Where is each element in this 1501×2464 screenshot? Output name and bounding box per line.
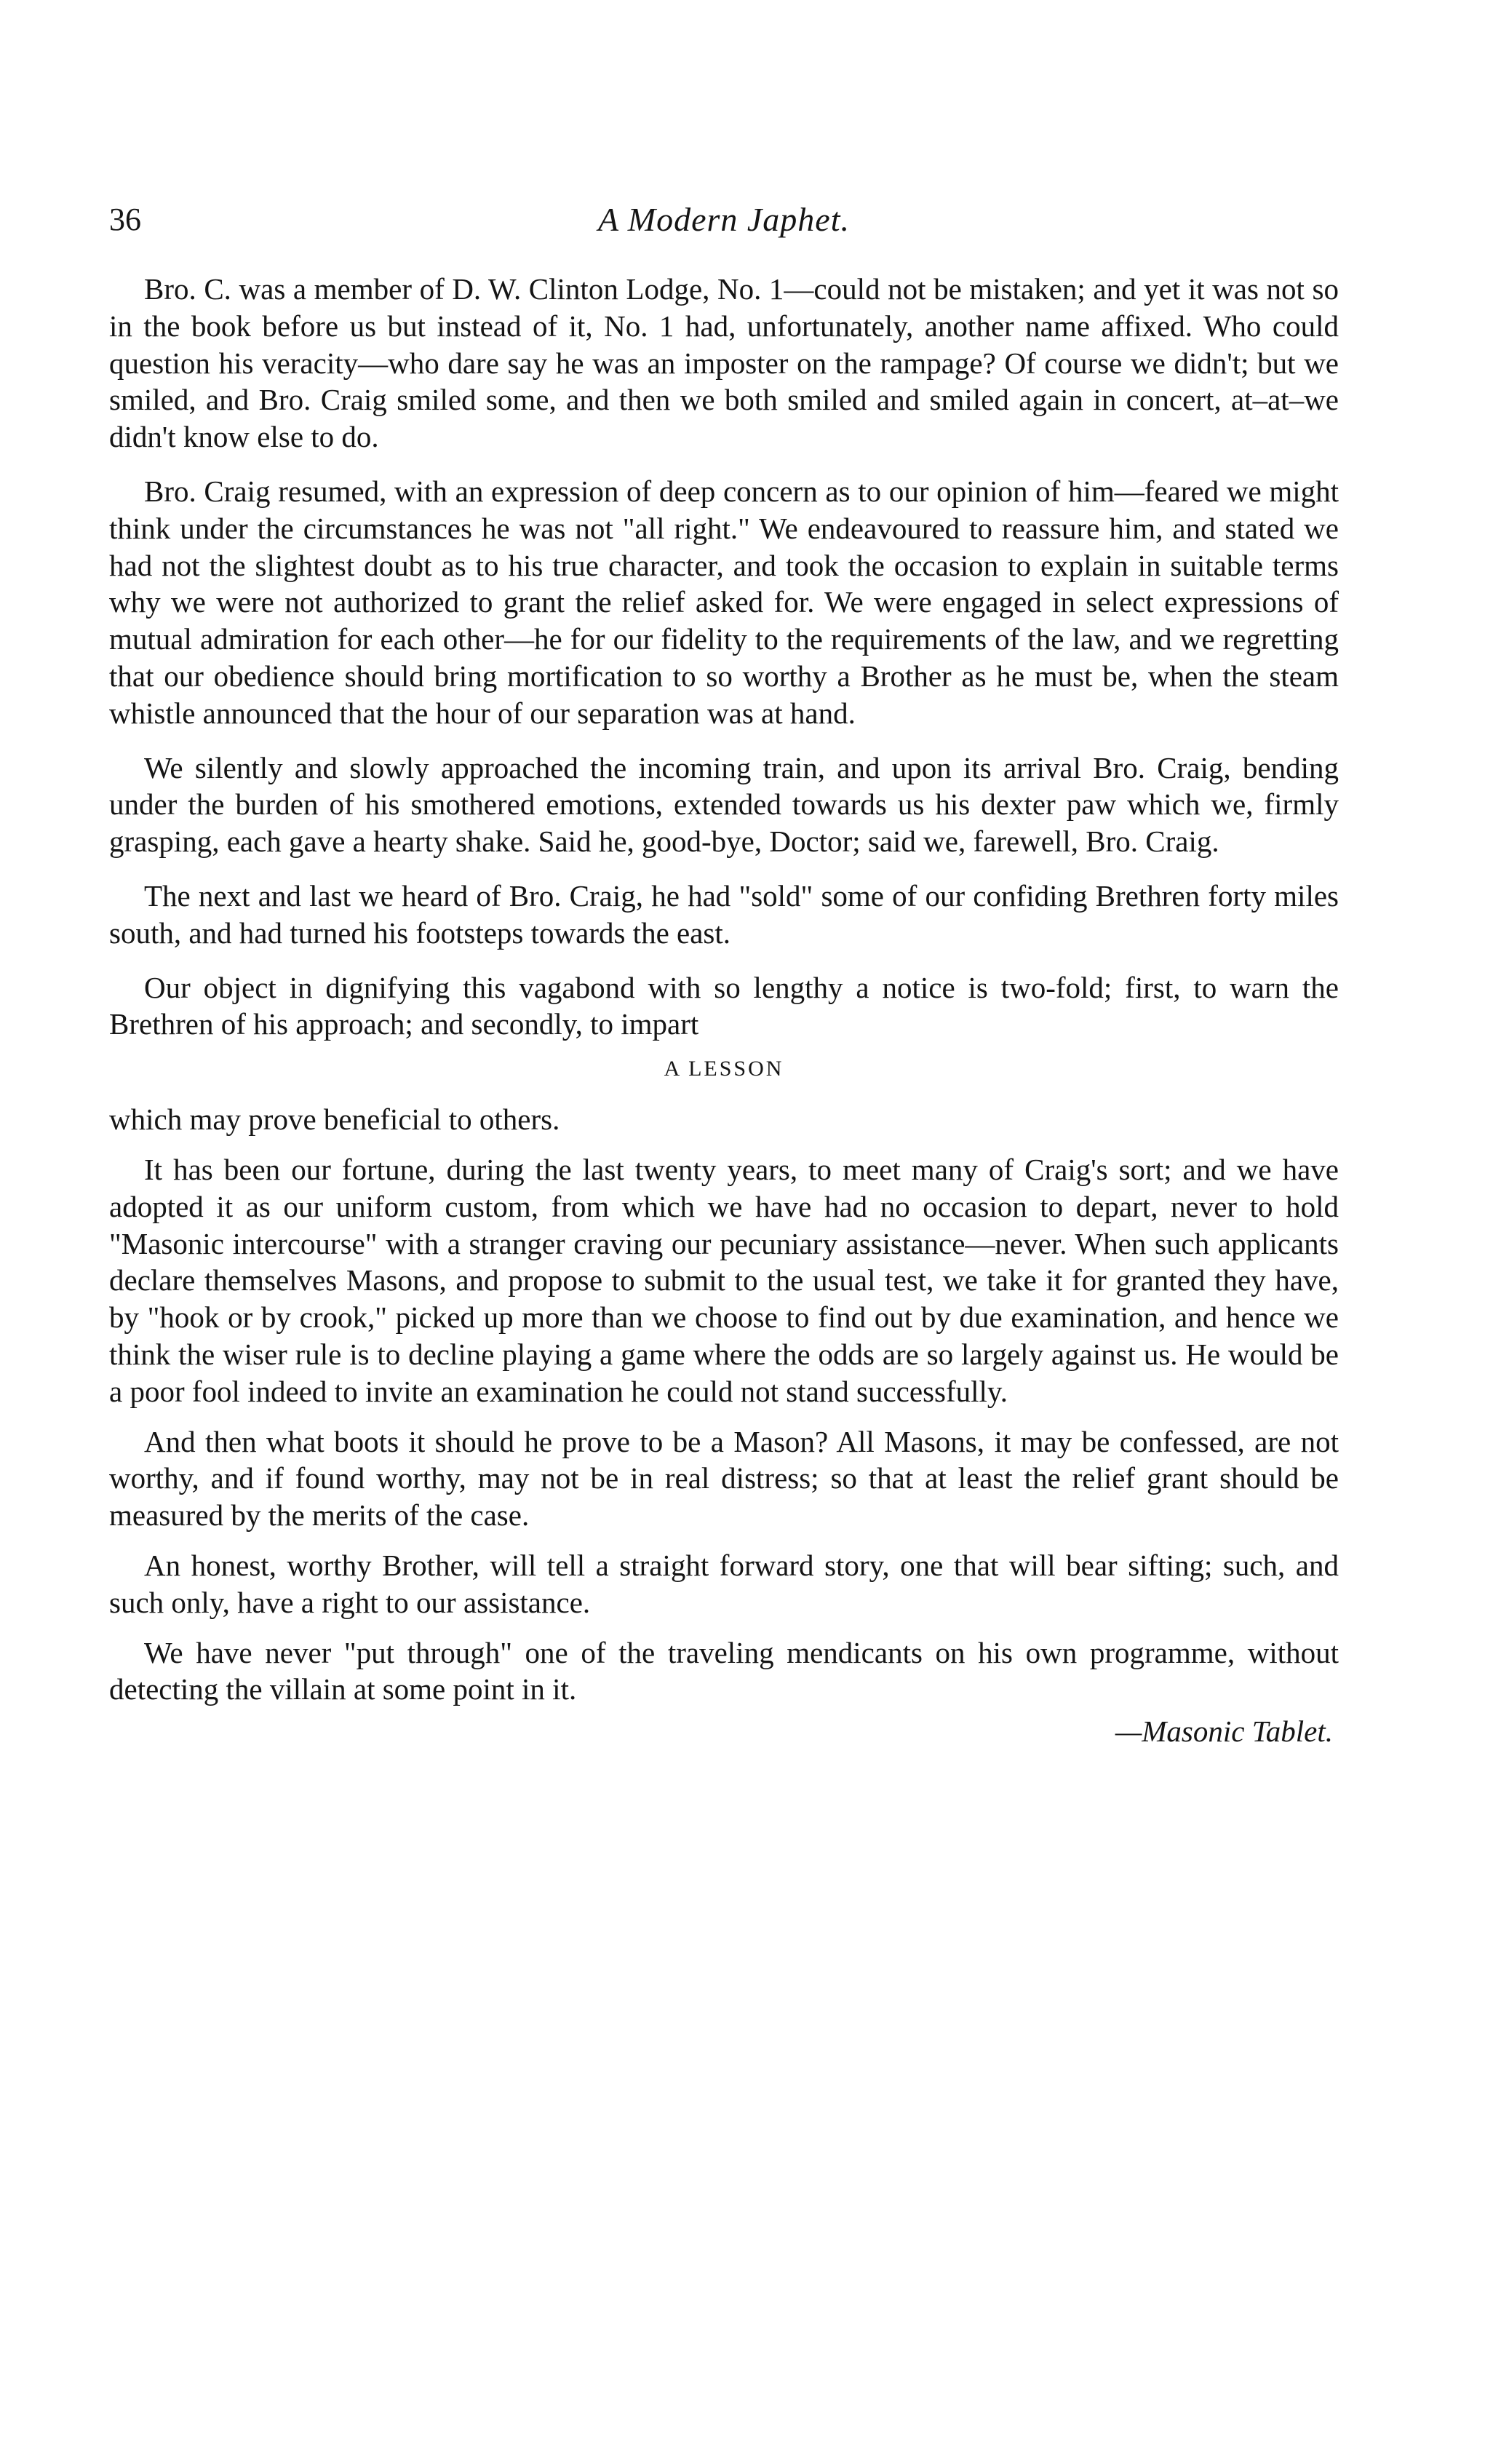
signature: —Masonic Tablet. [1115, 1714, 1333, 1749]
paragraph: The next and last we heard of Bro. Craig, he had "sold" some of our confiding Brethren forty miles south, and had turned his footsteps towards the east. [109, 878, 1339, 950]
paragraph: We have never "put through" one of the traveling mendicants on his own programme, without detecting the villain at some point in it. [109, 1635, 1339, 1706]
paragraph: Our object in dignifying this vagabond with so lengthy a notice is two-fold; first, to warn the Brethren of his approach; and secondly, to impart [109, 970, 1339, 1041]
page-body [109, 271, 1339, 1750]
paragraph: We silently and slowly approached the incoming train, and upon its arrival Bro. Craig, bending under the burden of his smothered emotions, extended towards us his dexter paw which we, firmly grasping, each gave a hearty shake. Said he, good-bye, Doctor; said we, farewell, Bro. Craig. [109, 750, 1339, 859]
page-number: 36 [109, 202, 141, 237]
running-title: A Modern Japhet. [597, 201, 851, 238]
paragraph: It has been our fortune, during the last twenty years, to meet many of Craig's sort; and we have adopted it as our uniform custom, from which we have had no occasion to depart, never to hold "Masonic intercourse" with a stranger craving our pecuniary assistance—never. When such applicants declare themselves Masons, and propose to submit to the usual test, we take it for granted they have, by "hook or by crook," picked up more than we choose to find out by due examination, and hence we think the wiser rule is to decline playing a game where the odds are so largely against us. He would be a poor fool indeed to invite an examination he could not stand successfully. [109, 1152, 1339, 1408]
paragraph: An honest, worthy Brother, will tell a straight forward story, one that will bear sifting; such, and such only, have a right to our assistance. [109, 1548, 1339, 1619]
paragraph: which may prove beneficial to others. [109, 1102, 560, 1137]
page-header [109, 198, 1339, 242]
paragraph: Bro. Craig resumed, with an expression of deep concern as to our opinion of him—feared we might think under the circumstances he was not "all right." We endeavoured to reassure him, and stated we had not the slightest doubt as to his true character, and took the occasion to explain in suitable terms why we were not authorized to grant the relief asked for. We were engaged in select expressions of mutual admiration for each other—he for our fidelity to the requirements of the law, and we regretting that our obedience should bring mortification to so worthy a Brother as he must be, when the steam whistle announced that the hour of our separation was at hand. [109, 474, 1339, 730]
paragraph: Bro. C. was a member of D. W. Clinton Lodge, No. 1—could not be mistaken; and yet it was not so in the book before us but instead of it, No. 1 had, unfortunately, another name affixed. Who could question his veracity—who dare say he was an imposter on the rampage? Of course we didn't; but we smiled, and Bro. Craig smiled some, and then we both smiled and smiled again in concert, at–at–we didn't know else to do. [109, 272, 1339, 454]
paragraph: And then what boots it should he prove to be a Mason? All Masons, it may be confessed, are not worthy, and if found worthy, may not be in real distress; so that at least the relief grant should be measured by the merits of the case. [109, 1424, 1339, 1533]
section-heading: A LESSON [664, 1057, 784, 1081]
